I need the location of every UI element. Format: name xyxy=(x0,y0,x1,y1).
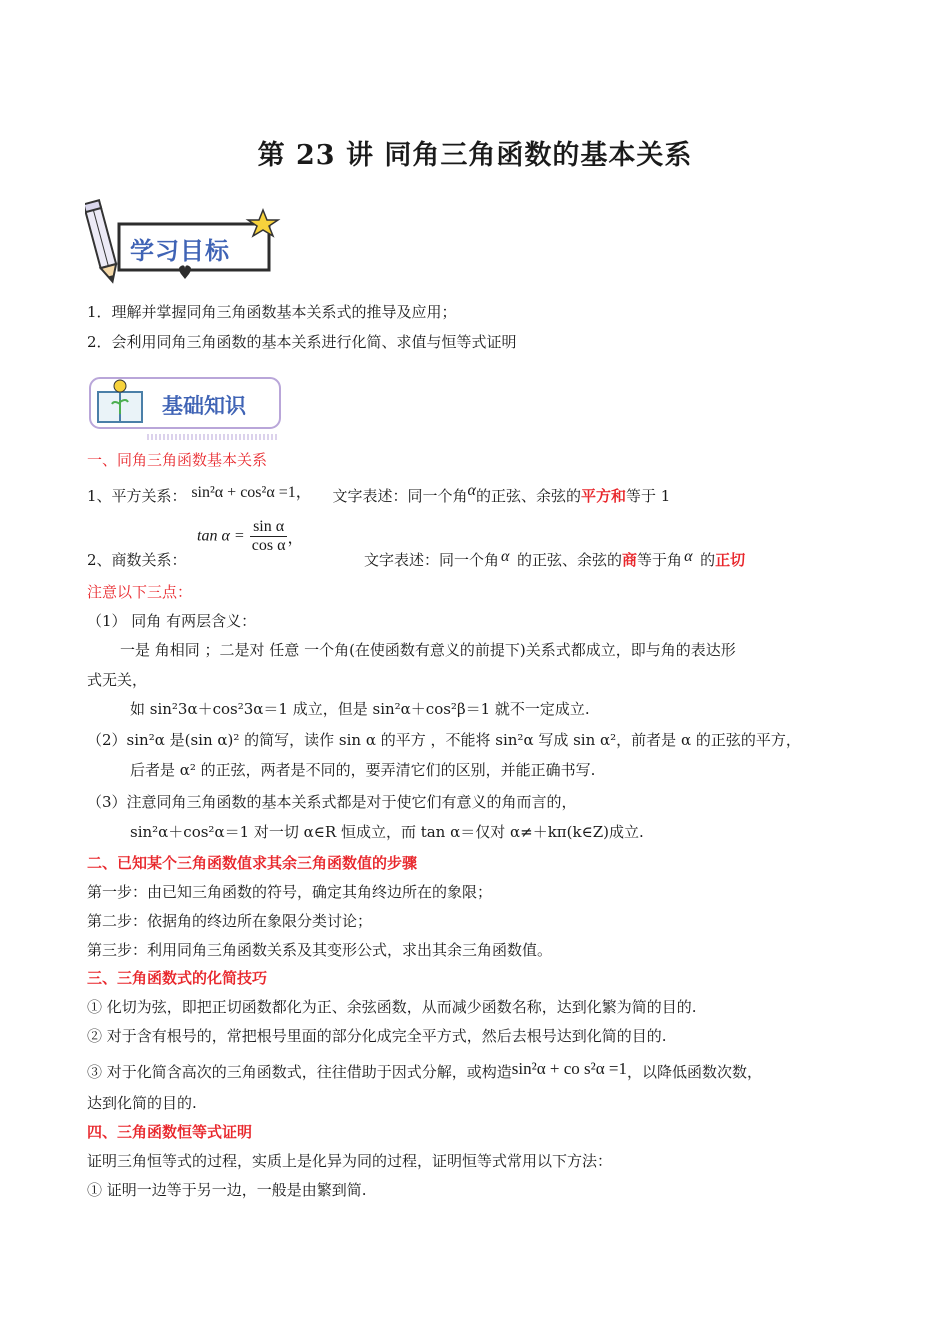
highlight-text: 正切 xyxy=(715,551,746,569)
square-label: 1、平方关系： xyxy=(87,487,187,505)
tip-item: ① 化切为弦，即把正切函数都化为正、余弦函数，从而减少函数名称，达到化繁为简的目的. xyxy=(87,998,697,1016)
highlight-text: 平方和 xyxy=(580,487,626,505)
square-text: 等于 1 xyxy=(625,487,671,505)
comma: ， xyxy=(287,528,304,547)
proof-line: 证明三角恒等式的过程，实质上是化异为同的过程，证明恒等式常用以下方法： xyxy=(87,1152,613,1170)
highlight-text: 商 xyxy=(622,551,638,569)
goals-badge-label: 学习目标 xyxy=(130,237,230,265)
goals-badge xyxy=(85,198,285,284)
tip-item xyxy=(87,1059,762,1082)
tan-lhs: tan α = xyxy=(197,527,245,545)
section-heading: 二、已知某个三角函数值求其余三角函数值的步骤 xyxy=(87,854,418,872)
note-body: 后者是 α² 的正弦，两者是不同的，要弄清它们的区别，并能正确书写. xyxy=(130,761,596,779)
tip-formula: sin²α + co s²α =1 xyxy=(511,1059,627,1078)
note-item: （2）sin²α 是(sin α)² 的简写，读作 sin α 的平方 ，不能将 sin²α 写成 sin α²，前者是 α 的正弦的平方， xyxy=(87,731,801,749)
alpha-symbol: α xyxy=(684,548,693,565)
fraction-denominator: cos α xyxy=(251,537,286,554)
square-formula: sin²α + cos²α =1， xyxy=(191,484,312,501)
note-body: 一是 角相同 ；二是对 任意 一个角(在使函数有意义的前提下)关系式都成立，即与角的表达形 xyxy=(120,641,736,659)
section-heading: 三、三角函数式的化简技巧 xyxy=(87,969,268,987)
note-body: 式无关， xyxy=(87,671,148,689)
tip-item: ② 对于含有根号的，常把根号里面的部分化成完全平方式，然后去根号达到化简的目的. xyxy=(87,1027,667,1045)
alpha-symbol: α xyxy=(467,482,476,499)
basics-badge xyxy=(88,374,288,440)
goal-item: 2．会利用同角三角函数的基本关系进行化简、求值与恒等式证明 xyxy=(87,333,517,351)
fraction xyxy=(250,518,288,555)
section-heading: 一、同角三角函数基本关系 xyxy=(87,451,268,469)
step-item: 第二步：依据角的终边所在象限分类讨论； xyxy=(87,912,373,930)
section-heading: 四、三角函数恒等式证明 xyxy=(87,1123,253,1141)
note-body: sin²α＋cos²α＝1 对一切 α∈R 恒成立，而 tan α＝仅对 α≠＋kπ(k∈Z)成立. xyxy=(130,823,644,841)
quotient-text-part: 的正弦、余弦的 xyxy=(517,551,623,569)
note-item: （1） 同角 有两层含义： xyxy=(87,612,257,630)
quotient-text-part: 的 xyxy=(700,551,716,569)
tip-item: 达到化简的目的. xyxy=(87,1094,197,1112)
square-text: 的正弦、余弦的 xyxy=(475,487,581,505)
square-relation xyxy=(87,482,671,507)
quotient-formula xyxy=(197,518,303,555)
fraction-numerator: sin α xyxy=(250,518,288,537)
step-item: 第一步：由已知三角函数的符号，确定其角终边所在的象限； xyxy=(87,883,493,901)
proof-line: ① 证明一边等于另一边，一般是由繁到简. xyxy=(87,1181,367,1199)
quotient-text-part: 等于角 xyxy=(637,551,683,569)
basics-badge-label: 基础知识 xyxy=(162,394,246,418)
square-text: 文字表述：同一个角 xyxy=(332,487,468,505)
step-item: 第三步：利用同角三角函数关系及其变形公式，求出其余三角函数值。 xyxy=(87,941,553,959)
quotient-label: 2、商数关系： xyxy=(87,551,187,569)
quotient-text-part: 文字表述：同一个角 xyxy=(364,551,500,569)
note-item: （3）注意同角三角函数的基本关系式都是对于使它们有意义的角而言的， xyxy=(87,793,577,811)
quotient-text xyxy=(364,550,745,570)
alpha-symbol: α xyxy=(501,548,510,565)
notes-heading: 注意以下三点： xyxy=(87,583,193,601)
tip-text: ③ 对于化简含高次的三角函数式，往往借助于因式分解，或构造 xyxy=(87,1063,512,1081)
tip-text: ，以降低函数次数， xyxy=(626,1063,762,1081)
goal-item: 1．理解并掌握同角三角函数基本关系式的推导及应用； xyxy=(87,303,457,321)
note-example: 如 sin²3α＋cos²3α＝1 成立，但是 sin²α＋cos²β＝1 就不一定成立. xyxy=(130,700,590,718)
page-title: 第 23 讲 同角三角函数的基本关系 xyxy=(257,140,693,171)
